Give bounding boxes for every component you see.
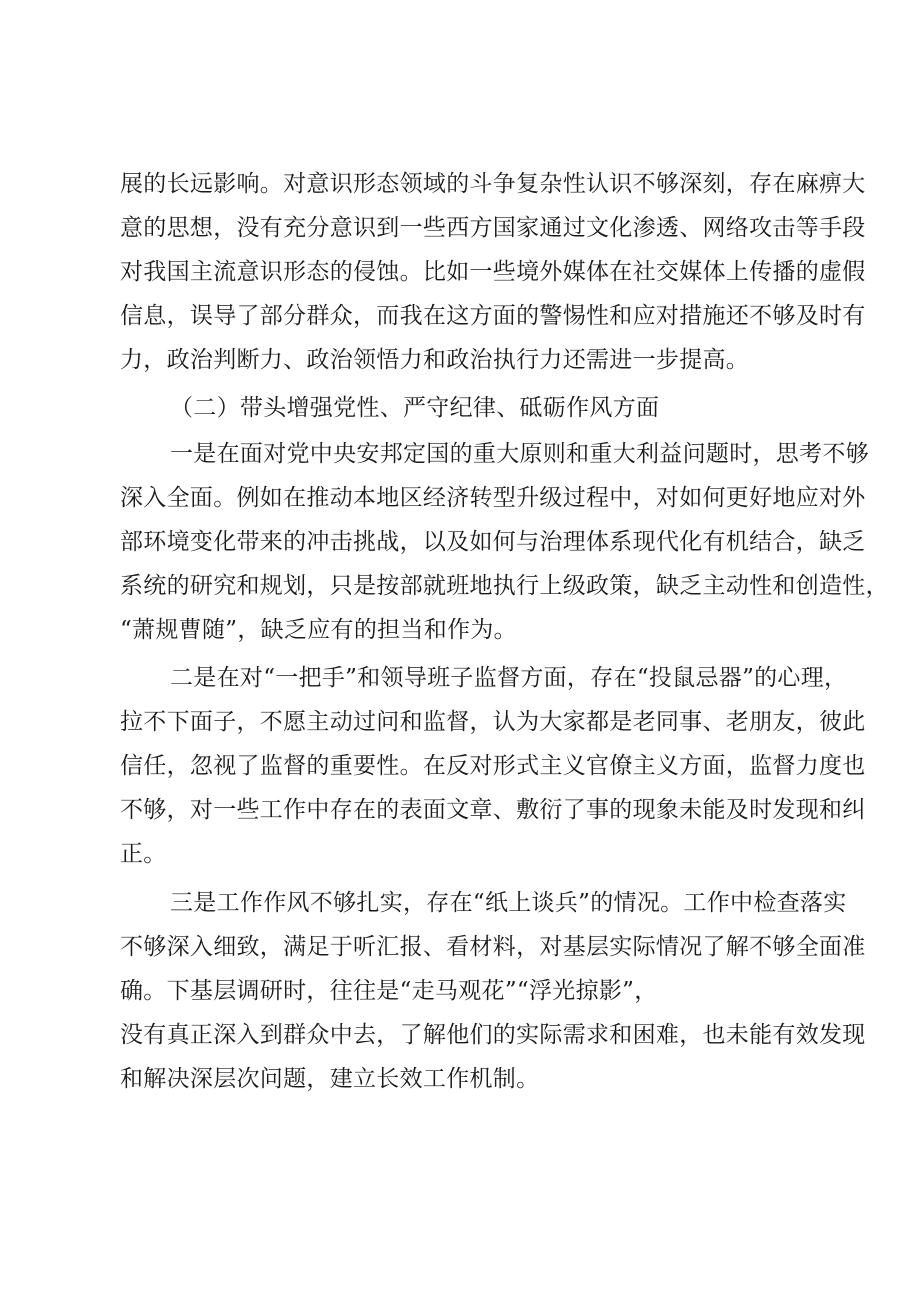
paragraph-line: 深入全面。例如在推动本地区经济转型升级过程中，对如何更好地应对外 (120, 485, 866, 511)
paragraph-line: 不够深入细致，满足于听汇报、看材料，对基层实际情况了解不够全面准 (120, 934, 866, 960)
section-heading: （二）带头增强党性、严守纪律、砥砺作风方面 (170, 395, 660, 421)
paragraph-line: 三是工作作风不够扎实，存在“纸上谈兵”的情况。工作中检查落实 (170, 890, 847, 916)
paragraph-line: 信任，忽视了监督的重要性。在反对形式主义官僚主义方面，监督力度也 (120, 753, 866, 779)
paragraph-line: “萧规曹随”，缺乏应有的担当和作为。 (120, 617, 517, 643)
paragraph-line: 系统的研究和规划，只是按部就班地执行上级政策，缺乏主动性和创造性， (120, 573, 889, 599)
paragraph-line: 正。 (120, 841, 167, 867)
paragraph-line: 一是在面对党中央安邦定国的重大原则和重大利益问题时，思考不够 (170, 441, 869, 467)
paragraph-line: 没有真正深入到群众中去，了解他们的实际需求和困难，也未能有效发现 (120, 1022, 866, 1048)
paragraph-line: 拉不下面子，不愿主动过问和监督，认为大家都是老同事、老朋友，彼此 (120, 709, 866, 735)
paragraph-line: 二是在对“一把手”和领导班子监督方面，存在“投鼠忌器”的心理， (170, 665, 848, 691)
paragraph-line: 展的长远影响。对意识形态领域的斗争复杂性认识不够深刻，存在麻痹大 (120, 171, 866, 197)
paragraph-line: 力，政治判断力、政治领悟力和政治执行力还需进一步提高。 (120, 347, 750, 373)
paragraph-line: 信息，误导了部分群众，而我在这方面的警惕性和应对措施还不够及时有 (120, 303, 866, 329)
paragraph-line: 对我国主流意识形态的侵蚀。比如一些境外媒体在社交媒体上传播的虚假 (120, 259, 866, 285)
paragraph-line: 不够，对一些工作中存在的表面文章、敷衍了事的现象未能及时发现和纠 (120, 797, 866, 823)
paragraph-line: 意的思想，没有充分意识到一些西方国家通过文化渗透、网络攻击等手段 (120, 215, 866, 241)
paragraph-line: 和解决深层次问题，建立长效工作机制。 (120, 1066, 540, 1092)
paragraph-line: 确。下基层调研时，往往是“走马观花”“浮光掠影”， (120, 978, 658, 1004)
paragraph-line: 部环境变化带来的冲击挑战，以及如何与治理体系现代化有机结合，缺乏 (120, 529, 866, 555)
